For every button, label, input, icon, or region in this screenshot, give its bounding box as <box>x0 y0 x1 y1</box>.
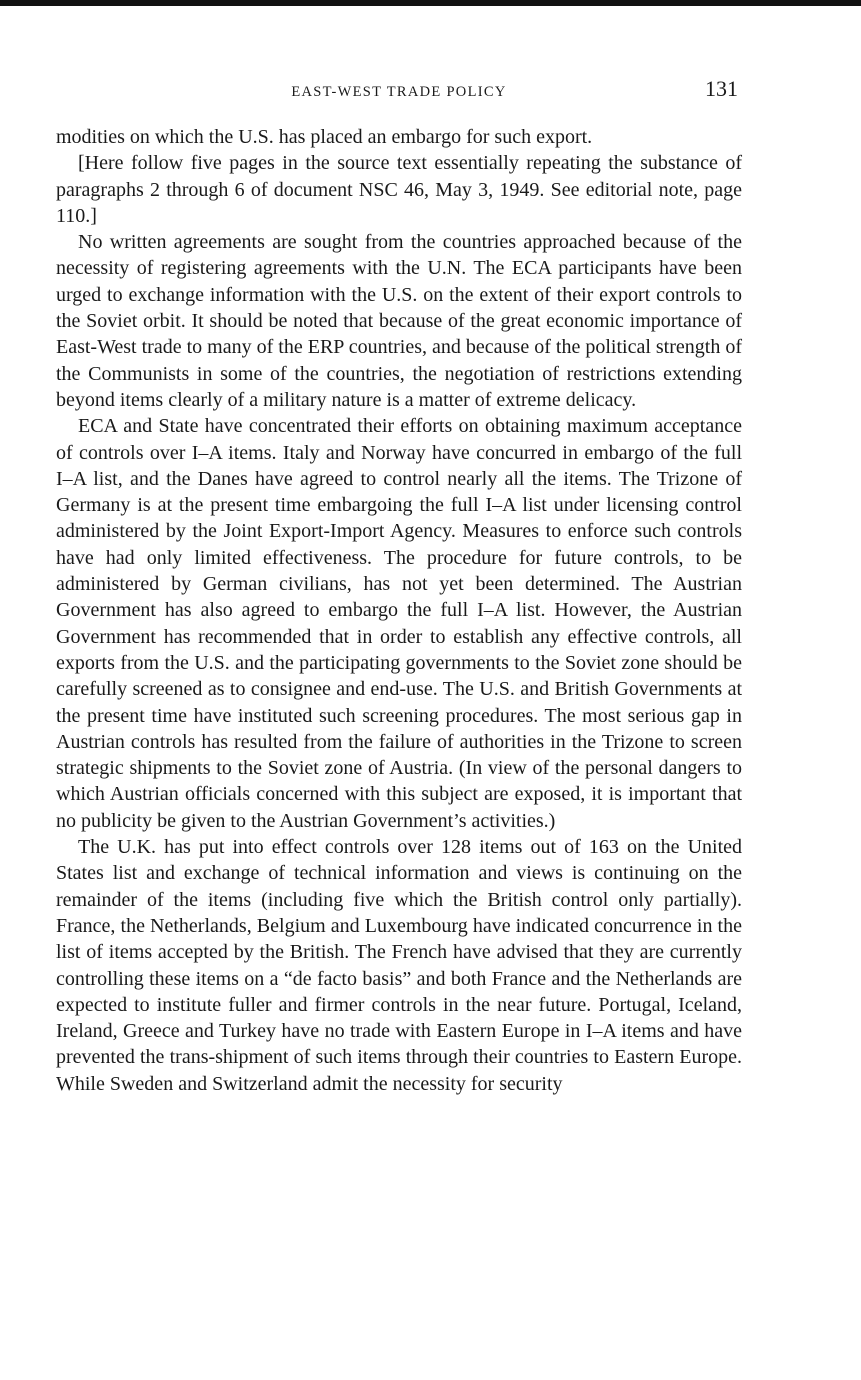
paragraph-editorial-note: [Here follow five pages in the source text essentially repeating the substance of paragraphs 2 through 6 of document NSC 46, May 3, 1949. See editorial note, page 110.] <box>56 152 742 227</box>
paragraph-uk-controls: The U.K. has put into effect controls over 128 items out of 163 on the United States list and exchange of technical information and views is continuing on the remainder of the items (including five which the British control only partially). France, the Netherlands, Belgium and Luxembourg have indicated concurrence in the list of items accepted by the British. The French have advised that they are currently controlling these items on a “de facto basis” and both France and the Netherlands are expected to institute fuller and firmer controls in the near future. Portugal, Iceland, Ireland, Greece and Turkey have no trade with Eastern Europe in I–A items and have prevented the trans-shipment of such items through their countries to Eastern Europe. While Sweden and Switzerland admit the necessity for security <box>56 836 742 1095</box>
top-border-rule <box>0 0 861 6</box>
paragraph-eca-and-state: ECA and State have concentrated their efforts on obtaining maximum acceptance of controls over I–A items. Italy and Norway have concurred in embargo of the full I–A list, and the Danes have agreed to control nearly all the items. The Trizone of Germany is at the present time embargoing the full I–A list under licensing control administered by the Joint Export-Import Agency. Measures to enforce such controls have had only limited effectiveness. The procedure for future controls, to be administered by German civilians, has not yet been determined. The Austrian Government has also agreed to embargo the full I–A list. However, the Austrian Government has recommended that in order to establish any effective controls, all exports from the U.S. and the participating governments to the Soviet zone should be carefully screened as to consignee and end-use. The U.S. and British Governments at the present time have instituted such screening procedures. The most serious gap in Austrian controls has resulted from the failure of authorities in the Trizone to screen strategic shipments to the Soviet zone of Austria. (In view of the personal dangers to which Austrian officials concerned with this subject are exposed, it is important that no publicity be given to the Austrian Government’s activities.) <box>56 415 742 832</box>
body-text <box>56 124 742 1097</box>
running-head: EAST-WEST TRADE POLICY <box>291 84 507 100</box>
page-header <box>56 76 742 106</box>
paragraph-continued: modities on which the U.S. has placed an embargo for such export. <box>56 126 593 148</box>
page-number: 131 <box>705 76 738 101</box>
paragraph-written-agreements: No written agreements are sought from the countries approached because of the necessity of registering agreements with the U.N. The ECA participants have been urged to exchange information with the U.S. on the extent of their export controls to the Soviet orbit. It should be noted that because of the great economic importance of East-West trade to many of the ERP countries, and because of the political strength of the Communists in some of the countries, the negotiation of restrictions extending beyond items clearly of a military nature is a matter of extreme delicacy. <box>56 231 742 411</box>
